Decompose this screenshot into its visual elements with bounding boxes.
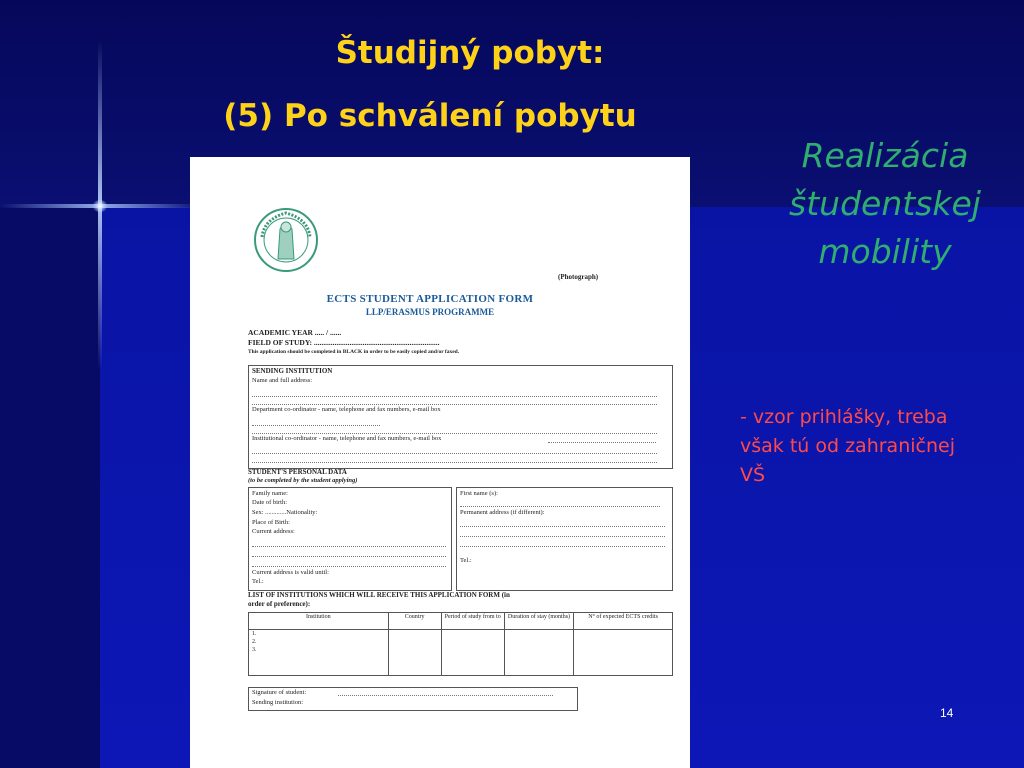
dotted-line [460,506,660,507]
university-seal-icon [242,207,330,273]
list-heading: LIST OF INSTITUTIONS WHICH WILL RECEIVE THIS APPLICATION FORM (in [248,591,510,599]
dotted-line [252,396,657,397]
table-row-numbers [249,629,389,675]
dotted-line [252,433,657,434]
academic-year: ACADEMIC YEAR ..... / ...... [248,328,342,337]
family-name-label: Family name: [252,490,288,497]
sending-heading: SENDING INSTITUTION [252,367,333,375]
table-cell [504,629,573,675]
note-text: - vzor prihlášky, treba však tú od zahraničnej VŠ [740,406,955,486]
field-of-study: FIELD OF STUDY: ................................................................... [248,338,440,347]
dotted-line [252,453,657,454]
dotted-line [460,546,665,547]
col-country: Country [388,613,441,630]
tel-right-label: Tel.: [460,557,472,564]
side-title-line: mobility [818,232,952,271]
col-period: Period of study from to [441,613,504,630]
row-number: 2. [252,638,257,645]
first-name-label: First name (s): [460,490,498,497]
personal-subheading: (to be completed by the student applying) [248,477,358,484]
place-of-birth-label: Place of Birth: [252,519,290,526]
row-number: 3. [252,646,257,653]
dotted-line [252,462,657,463]
slide-title-line1: Študijný pobyt: [335,35,605,71]
star-sparkle-icon [92,200,108,212]
permanent-address-label: Permanent address (if different): [460,509,545,516]
side-title [745,132,1024,276]
current-address-label: Current address: [252,528,295,535]
dotted-line [548,442,656,443]
tel-left-label: Tel.: [252,578,264,585]
student-signature-label: Signature of student: [252,689,307,696]
form-subtitle: LLP/ERASMUS PROGRAMME [365,307,495,317]
form-instruction: This application should be completed in BLACK in order to be easily copied and/or faxed. [248,349,460,355]
sex-nationality-label: Sex: .............Nationality: [252,509,318,516]
name-address-label: Name and full address: [252,377,313,384]
dotted-line [252,546,446,547]
dotted-line [252,566,446,567]
dept-coordinator-label: Department co-ordinator - name, telephone and fax numbers, e-mail box [252,406,441,413]
table-cell [388,629,441,675]
dotted-line [252,404,657,405]
row-number: 1. [252,630,257,637]
sending-institution-label: Sending institution: [252,699,304,706]
personal-heading: STUDENT'S PERSONAL DATA [248,468,347,476]
col-institution: Institution [249,613,389,630]
form-title: ECTS STUDENT APPLICATION FORM [326,293,534,305]
table-cell [574,629,673,675]
dotted-line [338,695,553,696]
slide-number: 14 [940,706,954,720]
dotted-line [252,425,380,426]
slide-left-band [0,207,100,768]
inst-coordinator-label: Institutional co-ordinator - name, telephone and fax numbers, e-mail box [252,435,442,442]
slide-title-line2: (5) Po schválení pobytu [223,98,637,134]
list-heading-cont: order of preference): [248,600,311,608]
photo-label: (Photograph) [558,273,599,281]
table-cell [441,629,504,675]
address-valid-label: Current address is valid until: [252,569,329,576]
dotted-line [252,556,446,557]
table-row [249,629,673,675]
institutions-table [248,612,673,676]
col-ects: N° of expected ECTS credits [574,613,673,630]
table-header-row [249,613,673,630]
side-title-line: študentskej [789,184,981,223]
dotted-line [460,536,665,537]
dotted-line [460,526,665,527]
personal-right-box [456,487,673,591]
date-of-birth-label: Date of birth: [252,499,288,506]
side-title-line: Realizácia [801,136,969,175]
col-duration: Duration of stay (months) [504,613,573,630]
application-form-image [190,157,690,768]
